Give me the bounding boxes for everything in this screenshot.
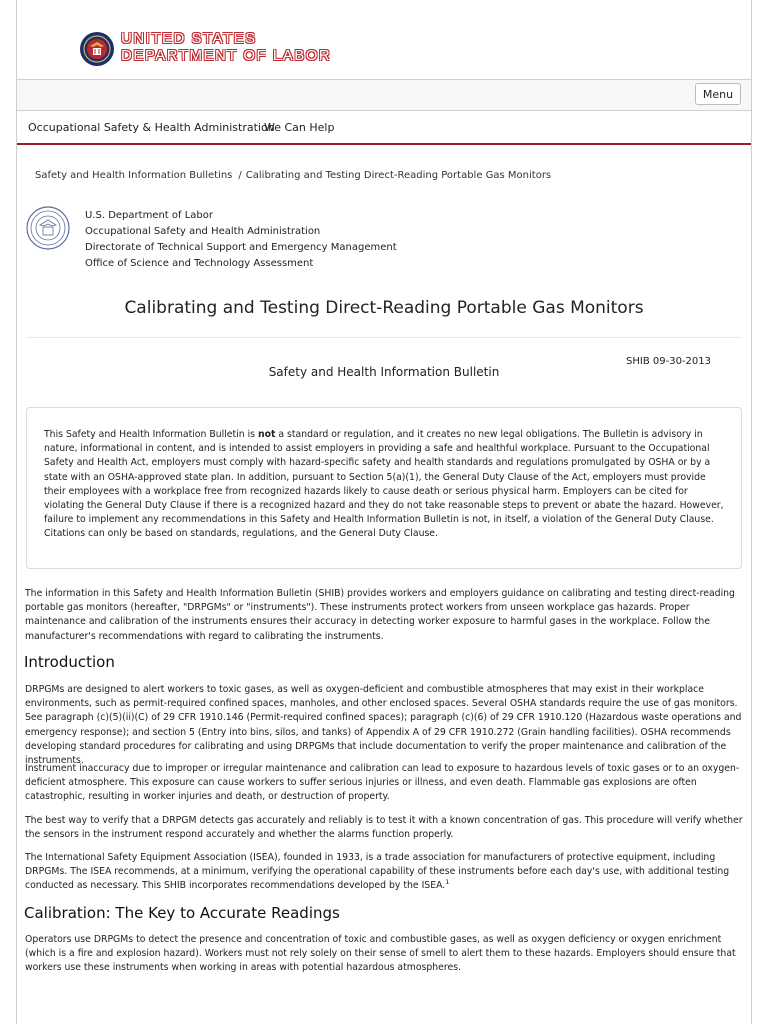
- paragraph-with-footnote: [25, 851, 745, 894]
- agency-nav: [17, 111, 751, 145]
- dol-seal-outline-icon: [26, 206, 70, 250]
- breadcrumb: [35, 170, 551, 181]
- paragraph-text: The International Safety Equipment Association (ISEA), founded in 1933, is a trade association for manufacturers of protective equipment, including DRPGMs. The ISEA recommends, at a minimum, verifying the operational capability of these instruments before each day's use, with additional testing conducted as necessary. This SHIB incorporates recommendations developed by the ISEA.: [25, 852, 730, 892]
- agency-line: Occupational Safety and Health Administration: [85, 226, 321, 237]
- breadcrumb-parent-link[interactable]: Safety and Health Information Bulletins: [35, 170, 233, 181]
- menu-button[interactable]: Menu: [695, 83, 741, 105]
- agency-line: Directorate of Technical Support and Emergency Management: [85, 242, 397, 253]
- paragraph: The best way to verify that a DRPGM detects gas accurately and reliably is to test it with a known concentration of gas. This procedure will verify whether the sensors in the instrument respond accurately and whether the alarms function properly.: [25, 815, 743, 841]
- disclaimer-text-rest: a standard or regulation, and it creates no new legal obligations. The Bulletin is advisory in nature, informational in content, and is intended to assist employers in providing a safe and healthful workplace. Pursuant to the Occupational Safety and Health Act, employers must comply with hazard-specific safety and health standards and regulations promulgated by OSHA or by a state with an OSHA-approved state plan. In addition, pursuant to Section 5(a)(1), the General Duty Clause of the Act, employers must provide their employees with a workplace free from recognized hazards likely to cause death or serious physical harm. Employers can be cited for violating the General Duty Clause if there is a recognized hazard and they do not take reasonable steps to prevent or abate the hazard. However, failure to implement any recommendations in this Safety and Health Information Bulletin is not, in itself, a violation of the General Duty Clause. Citations can only be based on standards, regulations, and the General Duty Clause.: [44, 429, 724, 540]
- document-id: SHIB 09-30-2013: [626, 356, 711, 367]
- brand-line-2: DEPARTMENT OF LABOR: [121, 47, 332, 64]
- paragraph: Operators use DRPGMs to detect the presence and concentration of toxic and combustible gases, as well as oxygen deficiency or oxygen enrichment (which is a fire and explosion hazard). Workers must not rely solely on their sense of smell to alert them to these hazards. Employers should ensure that workers use these instruments when working in areas with potential hazardous atmospheres.: [25, 934, 736, 974]
- title-divider: [27, 337, 741, 338]
- disclaimer-text-start: This Safety and Health Information Bulletin is: [44, 429, 258, 440]
- footnote-link[interactable]: 1: [445, 878, 450, 887]
- brand-line-1: UNITED STATES: [121, 30, 257, 47]
- nav-item-we-can-help[interactable]: We Can Help: [264, 121, 335, 134]
- breadcrumb-separator: /: [238, 170, 242, 181]
- intro-paragraph: [25, 587, 745, 644]
- paragraph: DRPGMs are designed to alert workers to toxic gases, as well as oxygen-deficient and combustible atmospheres that may exist in their workplace environments, such as permit-required confined spaces, manholes, and other enclosed spaces. Several OSHA standards require the use of gas monitors. See paragraph (c)(5)(ii)(C) of 29 CFR 1910.146 (Permit-required confined spaces); paragraph (c)(6) of 29 CFR 1910.120 (Hazardous waste operations and emergency response); and section 5 (Entry into bins, silos, and tanks) of Appendix A of 29 CFR 1910.272 (Grain handling facilities). OSHA recommends developing standard procedures for calibrating and using DRPGMs that include documentation to verify the proper maintenance and calibration of the instruments.: [25, 684, 742, 767]
- introduction-heading: Introduction: [24, 653, 115, 671]
- site-header: [17, 0, 751, 79]
- disclaimer-box: [26, 407, 742, 569]
- paragraph: Instrument inaccuracy due to improper or irregular maintenance and calibration can lead to exposure to hazardous levels of toxic gases or to an oxygen-deficient atmosphere. This exposure can cause workers to suffer serious injuries or illness, and even death. Flammable gas explosions are often catastrophic, resulting in worker injuries and death, or destruction of property.: [25, 763, 740, 803]
- agency-info: [85, 208, 397, 272]
- agency-line: U.S. Department of Labor: [85, 210, 213, 221]
- menu-bar: [17, 79, 751, 111]
- paragraph: The information in this Safety and Health Information Bulletin (SHIB) provides workers and employers guidance on calibrating and testing direct-reading portable gas monitors (hereafter, "DRPGMs" or "instruments"). These instruments protect workers from unseen workplace gas hazards. Proper maintenance and calibration of the instruments ensures their accuracy in detecting worker exposure to harmful gases in the workplace. Follow the manufacturer's recommendations with regard to calibrating the instruments.: [25, 588, 735, 642]
- agency-line: Office of Science and Technology Assessment: [85, 258, 314, 269]
- page-title: Calibrating and Testing Direct-Reading Portable Gas Monitors: [124, 298, 644, 318]
- dol-wordmark[interactable]: [121, 30, 331, 64]
- calibration-heading: Calibration: The Key to Accurate Readings: [24, 904, 340, 922]
- dol-seal-icon[interactable]: [79, 31, 115, 67]
- breadcrumb-current: Calibrating and Testing Direct-Reading Portable Gas Monitors: [245, 170, 552, 181]
- page-frame: [16, 0, 752, 1024]
- disclaimer-emphasis: not: [257, 429, 276, 440]
- nav-item-osha[interactable]: Occupational Safety & Health Administration: [28, 121, 275, 134]
- document-subtitle: Safety and Health Information Bulletin: [268, 365, 500, 379]
